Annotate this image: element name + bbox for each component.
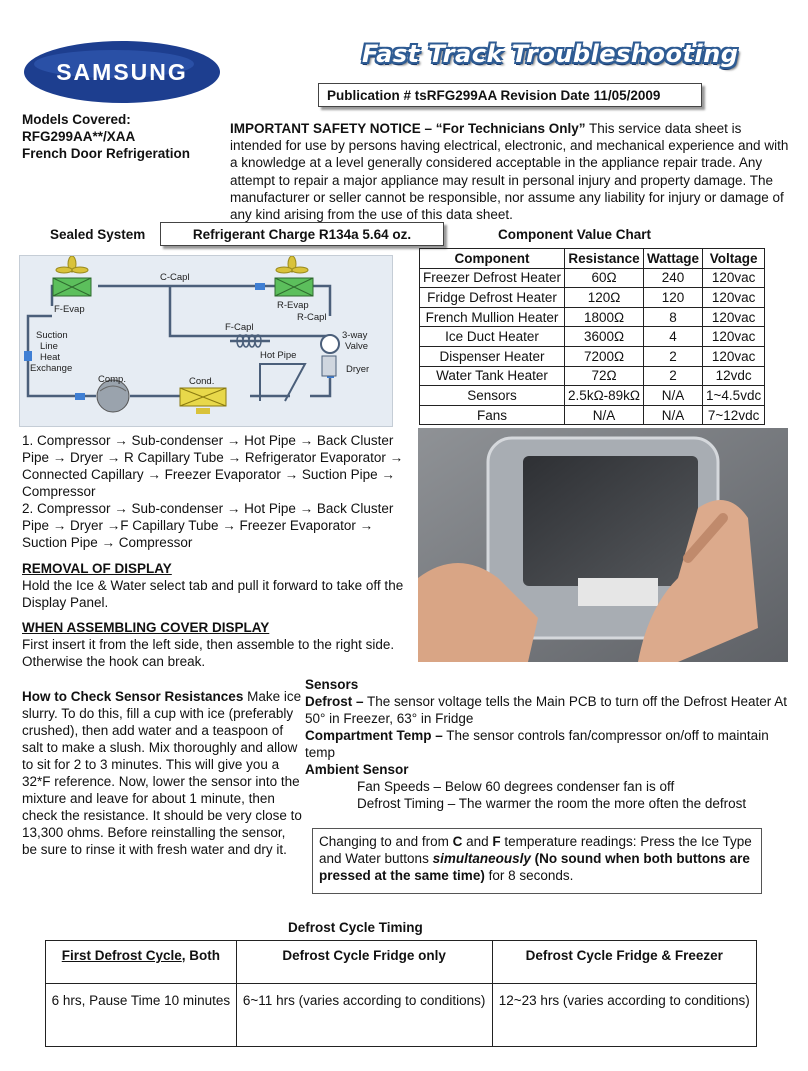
cell: 12~23 hrs (varies according to conditions) [492,984,756,1047]
defrost-text: The sensor voltage tells the Main PCB to turn off the Defrost Heater At 50° in Freezer, 63° in Fridge [305,694,787,726]
col-voltage: Voltage [703,249,765,269]
label-suction-2: Line [40,341,58,352]
cell: N/A [565,405,644,425]
col-component: Component [420,249,565,269]
cell: 120vac [703,307,765,327]
cell: 6 hrs, Pause Time 10 minutes [46,984,237,1047]
table-row [420,268,765,288]
table-row [420,288,765,308]
fan-text: Below 60 degrees condenser fan is off [441,779,675,794]
logo-text: SAMSUNG [56,59,188,85]
timing-label: Defrost Timing – [357,796,456,811]
col-fridge-only: Defrost Cycle Fridge only [236,941,492,984]
r-evap-coil [275,256,313,296]
first-cycle-underlined: First Defrost Cycle [61,948,182,963]
cell: 1~4.5vdc [703,386,765,406]
cell: 12vdc [703,366,765,386]
label-r-evap: R-Evap [277,300,309,311]
defrost-timing-title: Defrost Cycle Timing [288,920,423,935]
defrost-timing-table [45,940,757,1047]
f-evap-coil [53,256,91,296]
cell: 120vac [703,268,765,288]
cell: 7~12vdc [703,405,765,425]
label-valve-2: Valve [345,341,369,352]
cell: 60Ω [565,268,644,288]
label-f-capl: F-Capl [225,322,254,333]
change-t1: Changing to and from [319,834,453,849]
label-dryer: Dryer [346,364,370,375]
condenser [180,388,226,414]
cell: 4 [644,327,703,347]
component-chart-title: Component Value Chart [498,227,652,242]
models-covered [22,111,190,162]
first-cycle-rest: , Both [181,948,221,963]
models-heading: Models Covered: [22,112,131,127]
component-value-table [419,248,765,425]
label-comp: Comp. [98,374,126,385]
assembling-heading: WHEN ASSEMBLING COVER DISPLAY [22,620,270,635]
cell: N/A [644,386,703,406]
page-title: Fast Track Troubleshooting [362,40,739,68]
cell: 120Ω [565,288,644,308]
howto-heading: How to Check Sensor Resistances [22,689,244,704]
cell: 120vac [703,288,765,308]
flow-path-1: 1. Compressor → Sub-condenser → Hot Pipe → Back Cluster Pipe → Dryer → R Capillary Tube → Refrigerator Evaporator → Connected Capillary → Freezer Evaporator → Suction Pipe → Compressor [22,433,404,499]
removal-text: Hold the Ice & Water select tab and pull it forward to take off the Display Panel. [22,578,404,610]
cell: N/A [644,405,703,425]
col-wattage: Wattage [644,249,703,269]
label-cond: Cond. [189,376,215,387]
ambient-label: Ambient Sensor [305,762,409,777]
safety-notice [230,120,790,223]
three-way-valve [321,335,339,353]
sensor-check-section [22,688,304,858]
cell: 8 [644,307,703,327]
label-valve-1: 3-way [342,330,368,341]
compartment-text: The sensor controls fan/compressor on/off to maintain temp [305,728,769,760]
table-row [420,366,765,386]
cell: Fridge Defrost Heater [420,288,565,308]
cell: 2 [644,346,703,366]
cell: Dispenser Heater [420,346,565,366]
change-t2: and [462,834,493,849]
table-row [420,346,765,366]
cell: 120vac [703,327,765,347]
refrigerant-flow [22,432,417,551]
col-fridge-freezer: Defrost Cycle Fridge & Freezer [492,941,756,984]
label-suction-1: Suction [36,330,68,341]
col-first-cycle [46,941,237,984]
temperature-unit-box [312,828,762,894]
notice-heading: IMPORTANT SAFETY NOTICE – “For Technicians Only” [230,121,586,136]
display-panel-photo [418,428,788,662]
table-row [420,405,765,425]
publication-box: Publication # tsRFG299AA Revision Date 11/05/2009 [318,83,702,107]
flow-path-2: 2. Compressor → Sub-condenser → Hot Pipe → Back Cluster Pipe → Dryer →F Capillary Tube → Freezer Evaporator → Suction Pipe → Compressor [22,501,394,550]
cell: 2 [644,366,703,386]
table-header-row [46,941,757,984]
howto-text: Make ice slurry. To do this, fill a cup with ice (preferably crushed), then add water and a teaspoon of salt to make a slush. Mix thoroughly and allow to sit for 2 to 3 minutes. This will give you a 32*F reference. Now, lower the sensor into the mixture and leave for about 1 minute, then check the resistance. It should be very close to 13,300 ohms. Before reinstalling the sensor, be sure to rinse it with fresh water and dry it. [22,689,302,857]
timing-text: The warmer the room the more often the defrost [455,796,747,811]
label-suction-3: Heat [40,352,61,363]
refrigerant-charge-box: Refrigerant Charge R134a 5.64 oz. [160,222,444,246]
cell: 120vac [703,346,765,366]
sensors-section [305,676,795,812]
change-c: C [452,834,463,849]
model-type: French Door Refrigeration [22,146,191,161]
notice-body: This service data sheet is intended for use by persons having electrical, electronic, and mechanical experience and with a knowledge at a level generally considered acceptable in the appliance repair trade. Any attempt to repair a major appliance may result in personal injury and property damage. The manufacturer or seller cannot be responsible, nor assume any liability for injury or damage of any kind arising from the use of this data sheet. [230,121,789,223]
cell: 2.5kΩ-89kΩ [565,386,644,406]
cell: 3600Ω [565,327,644,347]
cell: 120 [644,288,703,308]
table-row [420,307,765,327]
cell: Ice Duct Heater [420,327,565,347]
compartment-label: Compartment Temp – [305,728,443,743]
samsung-logo [22,38,222,106]
cell: 1800Ω [565,307,644,327]
removal-section [22,560,417,611]
sensors-heading: Sensors [305,677,359,692]
change-bold: (No sound when both buttons are pressed at the same time) [319,851,750,883]
change-t3: temperature readings: Press the Ice Type and Water buttons [319,834,752,866]
table-row [420,327,765,347]
label-r-capl: R-Capl [297,312,327,323]
sealed-system-diagram [19,255,393,427]
cell: Fans [420,405,565,425]
cell: 240 [644,268,703,288]
cell: Sensors [420,386,565,406]
cell: 72Ω [565,366,644,386]
change-sim: simultaneously [432,851,531,866]
cell: 7200Ω [565,346,644,366]
sealed-system-label: Sealed System [50,227,146,242]
col-resistance: Resistance [565,249,644,269]
table-header-row [420,249,765,269]
model-number: RFG299AA**/XAA [22,129,136,144]
removal-heading: REMOVAL OF DISPLAY [22,561,172,576]
table-row [46,984,757,1047]
cell: Water Tank Heater [420,366,565,386]
assembling-section [22,619,422,670]
assembling-text: First insert it from the left side, then assemble to the right side. Otherwise the hook can break. [22,637,395,669]
change-t4: for 8 seconds. [484,868,574,883]
label-f-evap: F-Evap [54,304,85,315]
label-hot-pipe: Hot Pipe [260,350,297,361]
fan-label: Fan Speeds – [357,779,442,794]
label-suction-4: Exchange [30,363,73,374]
table-row [420,386,765,406]
change-f: F [492,834,501,849]
label-c-capl: C-Capl [160,272,190,283]
cell: 6~11 hrs (varies according to conditions) [236,984,492,1047]
cell: Freezer Defrost Heater [420,268,565,288]
defrost-label: Defrost – [305,694,364,709]
dryer [322,356,336,376]
cell: French Mullion Heater [420,307,565,327]
